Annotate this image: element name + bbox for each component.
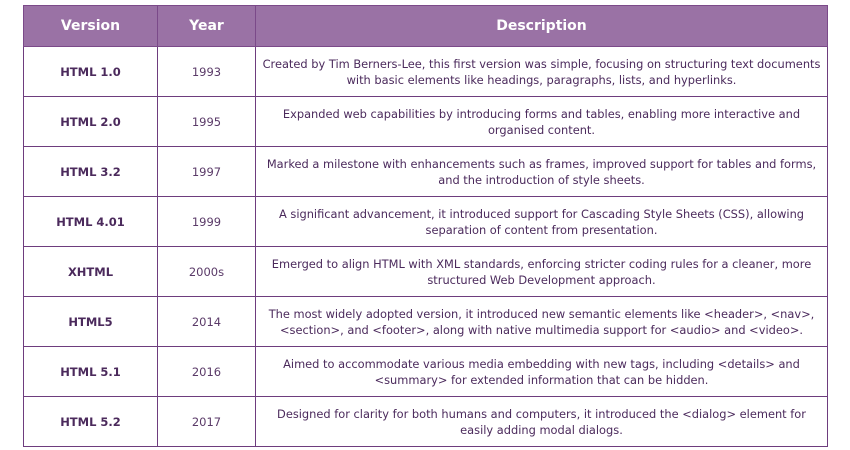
description-cell: Expanded web capabilities by introducing forms and tables, enabling more interactive and organised content. xyxy=(256,97,828,147)
table-body xyxy=(24,47,828,447)
year-cell: 1993 xyxy=(158,47,256,97)
year-cell: 2017 xyxy=(158,397,256,447)
html-versions-table-container xyxy=(23,5,827,447)
description-cell: Created by Tim Berners-Lee, this first version was simple, focusing on structuring text documents with basic elements like headings, paragraphs, lists, and hyperlinks. xyxy=(256,47,828,97)
year-cell: 2014 xyxy=(158,297,256,347)
year-cell: 2000s xyxy=(158,247,256,297)
table-row xyxy=(24,97,828,147)
year-cell: 1999 xyxy=(158,197,256,247)
description-cell: Marked a milestone with enhancements such as frames, improved support for tables and forms, and the introduction of style sheets. xyxy=(256,147,828,197)
description-cell: Emerged to align HTML with XML standards, enforcing stricter coding rules for a cleaner, more structured Web Development approach. xyxy=(256,247,828,297)
year-cell: 1995 xyxy=(158,97,256,147)
table-row xyxy=(24,297,828,347)
version-cell: HTML 5.1 xyxy=(24,347,158,397)
header-version: Version xyxy=(24,6,158,47)
version-cell: HTML 1.0 xyxy=(24,47,158,97)
year-cell: 1997 xyxy=(158,147,256,197)
description-cell: Aimed to accommodate various media embedding with new tags, including <details> and <summary> for extended information that can be hidden. xyxy=(256,347,828,397)
version-cell: HTML 4.01 xyxy=(24,197,158,247)
header-year: Year xyxy=(158,6,256,47)
year-cell: 2016 xyxy=(158,347,256,397)
table-row xyxy=(24,397,828,447)
table-header xyxy=(24,6,828,47)
table-row xyxy=(24,147,828,197)
description-cell: Designed for clarity for both humans and computers, it introduced the <dialog> element for easily adding modal dialogs. xyxy=(256,397,828,447)
version-cell: HTML5 xyxy=(24,297,158,347)
html-versions-table xyxy=(23,5,828,447)
table-row xyxy=(24,247,828,297)
version-cell: HTML 3.2 xyxy=(24,147,158,197)
description-cell: A significant advancement, it introduced support for Cascading Style Sheets (CSS), allowing separation of content from presentation. xyxy=(256,197,828,247)
header-row xyxy=(24,6,828,47)
version-cell: HTML 5.2 xyxy=(24,397,158,447)
description-cell: The most widely adopted version, it introduced new semantic elements like <header>, <nav>, <section>, and <footer>, along with native multimedia support for <audio> and <video>. xyxy=(256,297,828,347)
table-row xyxy=(24,347,828,397)
table-row xyxy=(24,197,828,247)
table-row xyxy=(24,47,828,97)
version-cell: HTML 2.0 xyxy=(24,97,158,147)
version-cell: XHTML xyxy=(24,247,158,297)
header-description: Description xyxy=(256,6,828,47)
